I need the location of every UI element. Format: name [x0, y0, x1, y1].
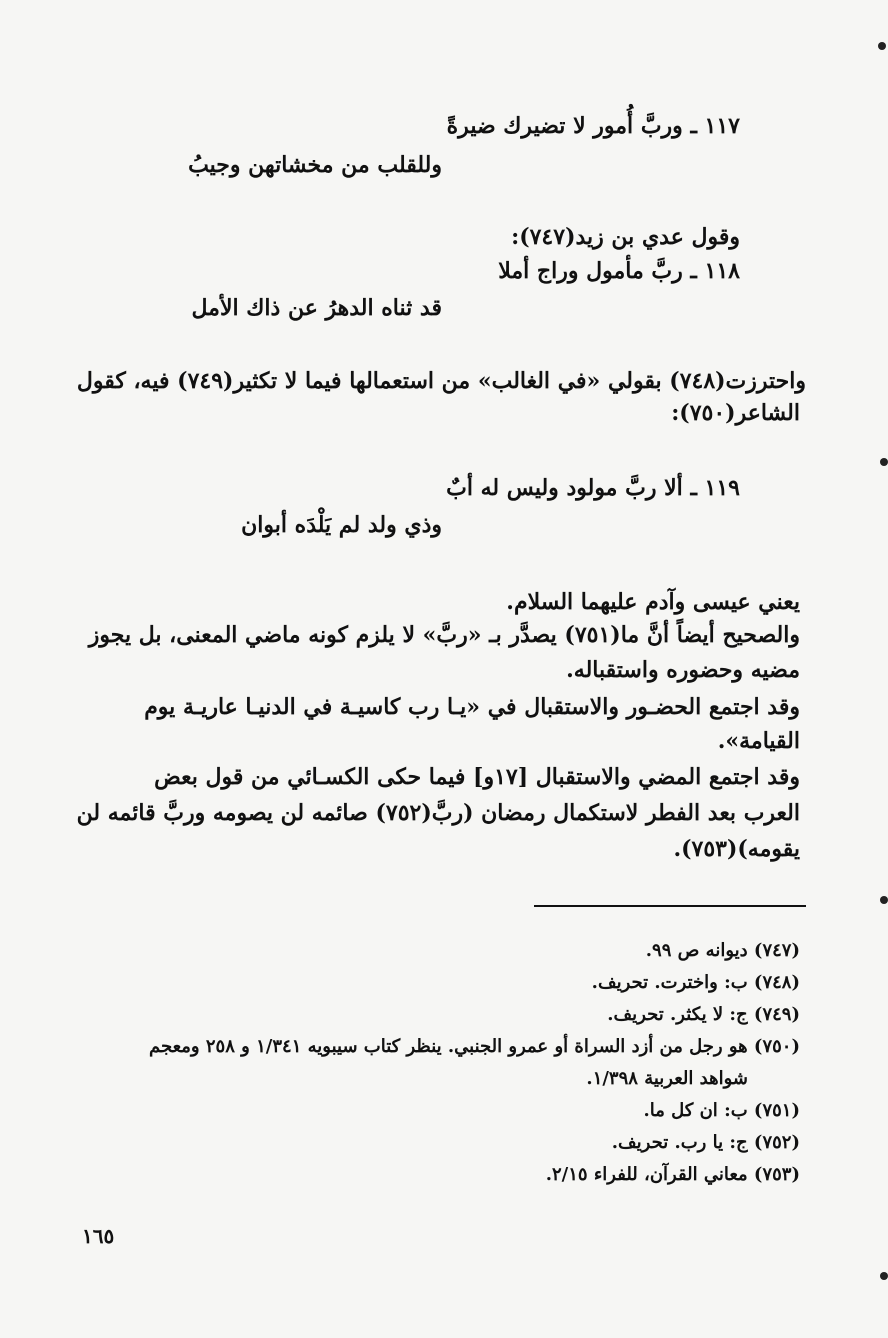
verse-119-line2: وذي ولد لم يَلْدَه أبوان [241, 512, 442, 538]
para-3-line1: والصحيح أيضاً أنَّ ما(٧٥١) يصدَّر بـ «ربَّ» لا يلزم كونه ماضي المعنى، بل يجوز [88, 622, 800, 648]
verse-118-line1: ١١٨ ـ ربَّ مأمول وراج أملا [498, 258, 740, 284]
footnote-753: (٧٥٣) معاني القرآن، للفراء ٢/١٥. [545, 1164, 800, 1185]
footnote-separator [534, 905, 806, 907]
verse-118-line2: قد ثناه الدهرُ عن ذاك الأمل [191, 295, 442, 321]
footnote-752: (٧٥٢) ج: يا رب. تحريف. [611, 1132, 800, 1153]
para-5-line1: وقد اجتمع المضي والاستقبال [١٧و] فيما حكى الكسـائي من قول بعض [154, 764, 800, 790]
para-3-line2: مضيه وحضوره واستقباله. [566, 657, 800, 683]
para-1-line1: واحترزت(٧٤٨) بقولي «في الغالب» من استعمالها فيما لا تكثير(٧٤٩) فيه، كقول [76, 368, 806, 394]
para-4-line1: وقد اجتمع الحضـور والاستقبال في «يـا رب كاسيـة في الدنيـا عاريـة يوم [144, 694, 800, 720]
para-5-line2: العرب بعد الفطر لاستكمال رمضان (ربَّ(٧٥٢) صائمه لن يصومه وربَّ قائمه لن [76, 800, 800, 826]
footnote-750-line1: (٧٥٠) هو رجل من أزد السراة أو عمرو الجنبي. ينظر كتاب سيبويه ١/٣٤١ و ٢٥٨ ومعجم [148, 1036, 800, 1057]
para-5-line3: يقومه)(٧٥٣). [673, 836, 800, 862]
verse-119-line1: ١١٩ ـ ألا ربَّ مولود وليس له أبٌ [446, 475, 740, 501]
scan-mark [878, 42, 886, 50]
verse-117-line1: ١١٧ ـ وربَّ أُمور لا تضيرك ضيرةً [446, 113, 740, 139]
verse-117-line2: وللقلب من مخشاتهن وجيبُ [188, 152, 442, 178]
para-4-line2: القيامة». [717, 728, 800, 754]
footnote-747: (٧٤٧) ديوانه ص ٩٩. [645, 940, 800, 961]
scan-mark [880, 458, 888, 466]
scan-mark [880, 1272, 888, 1280]
intro-118: وقول عدي بن زيد(٧٤٧): [511, 224, 740, 250]
para-2: يعني عيسى وآدم عليهما السلام. [506, 589, 800, 615]
footnote-749: (٧٤٩) ج: لا يكثر. تحريف. [607, 1004, 800, 1025]
para-1-line2: الشاعر(٧٥٠): [671, 400, 800, 426]
page-number: ١٦٥ [82, 1224, 115, 1248]
footnote-748: (٧٤٨) ب: واخترت. تحريف. [591, 972, 800, 993]
scan-mark [880, 896, 888, 904]
footnote-750-line2: شواهد العربية ١/٣٩٨. [586, 1068, 748, 1089]
footnote-751: (٧٥١) ب: ان كل ما. [643, 1100, 800, 1121]
